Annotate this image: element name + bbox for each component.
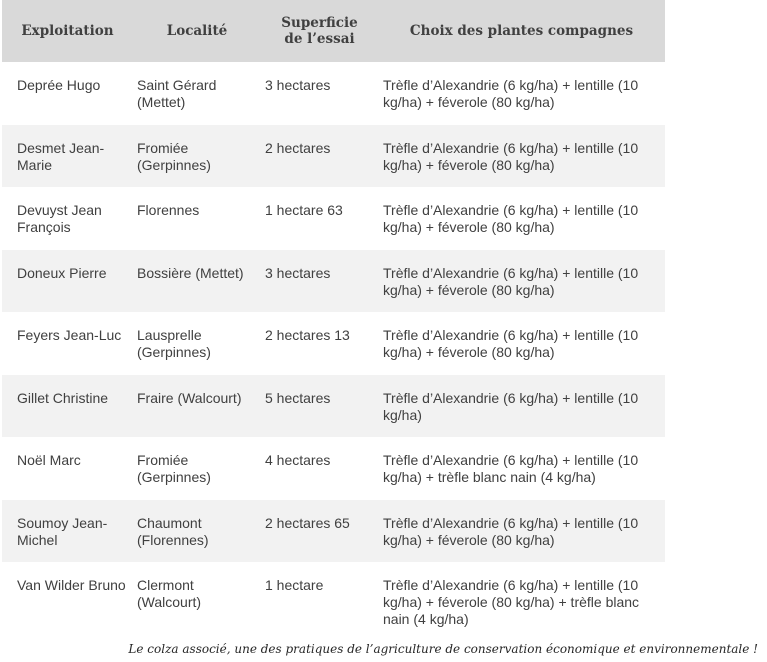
cell-superficie: 1 hectare 63 [265, 202, 343, 218]
cell-exploitation: Noël Marc [17, 452, 81, 468]
cell-exploitation: Desmet Jean-Marie [2, 125, 133, 188]
cell-plantes-compagnes: Trèfle d’Alexandrie (6 kg/ha) + lentille (10 kg/ha) + féverole (80 kg/ha) [383, 77, 639, 110]
cell-localite: Fromiée (Gerpinnes) [133, 125, 261, 188]
cell-superficie: 1 hectare [265, 577, 324, 593]
cell-localite: Fromiée (Gerpinnes) [137, 452, 211, 485]
cell-plantes-compagnes: Trèfle d’Alexandrie (6 kg/ha) + lentille (10 kg/ha) + trèfle blanc nain (4 kg/ha) [383, 452, 639, 485]
cell-plantes-compagnes: Trèfle d’Alexandrie (6 kg/ha) + lentille (10 kg/ha) + féverole (80 kg/ha) [378, 250, 665, 313]
cell-exploitation: Devuyst Jean François [17, 202, 102, 235]
table-row [2, 62, 665, 125]
cell-localite: Florennes [137, 202, 200, 218]
cell-plantes-compagnes: Trèfle d’Alexandrie (6 kg/ha) + lentille (10 kg/ha) + féverole (80 kg/ha) [378, 500, 665, 563]
cell-superficie: 4 hectares [265, 452, 331, 468]
column-header-localite: Localité [133, 0, 261, 62]
cell-exploitation: Van Wilder Bruno [17, 577, 126, 593]
cell-plantes-compagnes: Trèfle d’Alexandrie (6 kg/ha) + lentille (10 kg/ha) + féverole (80 kg/ha) [383, 202, 639, 235]
table-body [2, 62, 665, 634]
table-row [2, 312, 665, 375]
cell-superficie: 3 hectares [265, 77, 331, 93]
column-header-superficie: Superficie de l’essai [261, 0, 378, 62]
cell-localite: Fraire (Walcourt) [133, 375, 261, 438]
cell-superficie: 3 hectares [261, 250, 378, 313]
cell-plantes-compagnes: Trèfle d’Alexandrie (6 kg/ha) + lentille (10 kg/ha) + féverole (80 kg/ha) [378, 125, 665, 188]
table-row [2, 375, 665, 438]
table-row [2, 250, 665, 313]
cell-superficie: 5 hectares [261, 375, 378, 438]
cell-exploitation: Doneux Pierre [2, 250, 133, 313]
cell-superficie: 2 hectares 13 [265, 327, 350, 343]
cell-superficie: 2 hectares 65 [261, 500, 378, 563]
table-row [2, 562, 665, 634]
cell-plantes-compagnes: Trèfle d’Alexandrie (6 kg/ha) + lentille (10 kg/ha) + féverole (80 kg/ha) + trèfle blanc nain (4 kg/ha) [383, 577, 640, 627]
table-row [2, 187, 665, 250]
table-row [2, 500, 665, 563]
table-header-row [2, 0, 665, 62]
cell-exploitation: Gillet Christine [2, 375, 133, 438]
cell-exploitation: Deprée Hugo [17, 77, 101, 93]
cell-localite: Clermont (Walcourt) [137, 577, 202, 610]
cell-localite: Saint Gérard (Mettet) [137, 77, 217, 110]
trial-table [2, 0, 665, 634]
table-row [2, 437, 665, 500]
cell-plantes-compagnes: Trèfle d’Alexandrie (6 kg/ha) + lentille (10 kg/ha) + féverole (80 kg/ha) [383, 327, 639, 360]
cell-exploitation: Feyers Jean-Luc [17, 327, 122, 343]
table-row [2, 125, 665, 188]
column-header-plantes-compagnes: Choix des plantes compagnes [378, 0, 665, 62]
cell-localite: Lausprelle (Gerpinnes) [137, 327, 211, 360]
cell-exploitation: Soumoy Jean-Michel [2, 500, 133, 563]
figure-caption: Le colza associé, une des pratiques de l’agriculture de conservation économique et environnementale ! [128, 642, 758, 656]
cell-localite: Bossière (Mettet) [133, 250, 261, 313]
cell-localite: Chaumont (Florennes) [133, 500, 261, 563]
column-header-exploitation: Exploitation [2, 0, 133, 62]
cell-plantes-compagnes: Trèfle d’Alexandrie (6 kg/ha) + lentille (10 kg/ha) [378, 375, 665, 438]
cell-superficie: 2 hectares [261, 125, 378, 188]
